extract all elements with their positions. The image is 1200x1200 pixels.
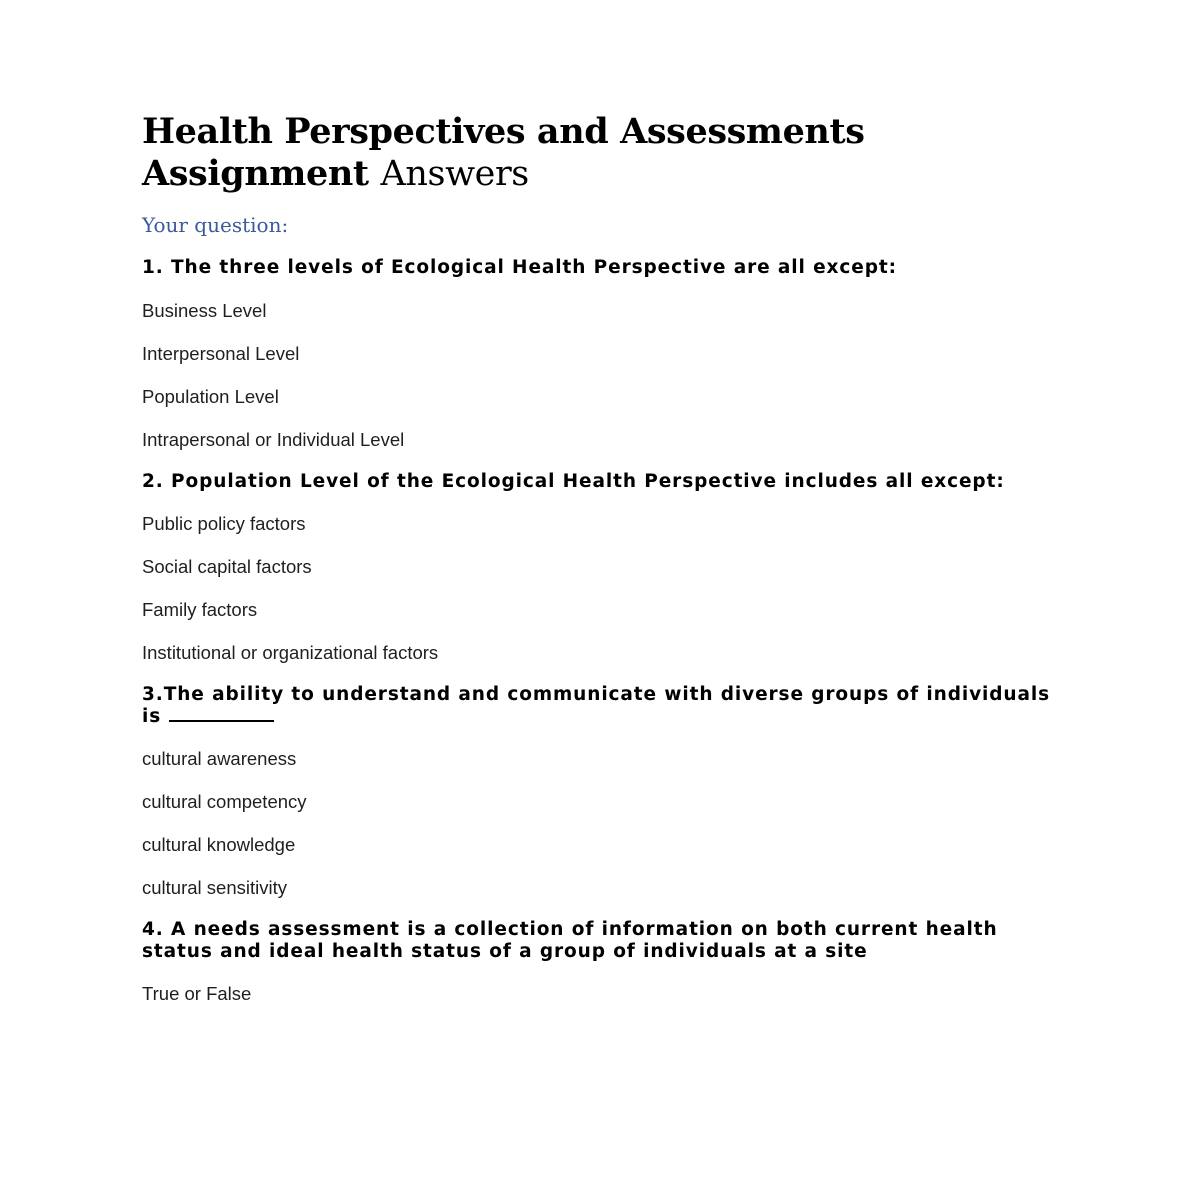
question-1-option-1: Business Level — [142, 299, 267, 321]
question-2: 2. Population Level of the Ecological Health Perspective includes all except: — [142, 470, 1005, 492]
question-4-option-1: True or False — [142, 983, 252, 1004]
question-3-text: 3.The ability to understand and communicate with diverse groups of individuals is — [142, 684, 1051, 727]
your-question-heading: Your question: — [142, 213, 289, 237]
title-bold-part: Health Perspectives and Assessments Assignment — [142, 111, 865, 194]
title-normal-part: Answers — [380, 154, 529, 194]
document-page — [142, 111, 1062, 1005]
question-3-option-1: cultural awareness — [142, 748, 297, 769]
question-3 — [142, 684, 1062, 727]
question-2-option-2: Social capital factors — [142, 556, 312, 577]
question-3-option-4: cultural sensitivity — [142, 877, 287, 898]
question-1-option-3: Population Level — [142, 385, 279, 407]
page-title — [142, 111, 1062, 195]
question-2-option-4: Institutional or organizational factors — [142, 642, 439, 663]
question-3-option-3: cultural knowledge — [142, 834, 296, 855]
question-1: 1. The three levels of Ecological Health Perspective are all except: — [142, 257, 897, 278]
question-4: 4. A needs assessment is a collection of information on both current health status and ideal health status of a group of individuals at a site — [142, 919, 998, 962]
answer-blank — [169, 708, 274, 722]
question-2-option-3: Family factors — [142, 599, 258, 620]
question-1-option-2: Interpersonal Level — [142, 342, 300, 364]
question-1-option-4: Intrapersonal or Individual Level — [142, 428, 405, 450]
question-3-option-2: cultural competency — [142, 791, 307, 812]
question-2-option-1: Public policy factors — [142, 513, 306, 534]
